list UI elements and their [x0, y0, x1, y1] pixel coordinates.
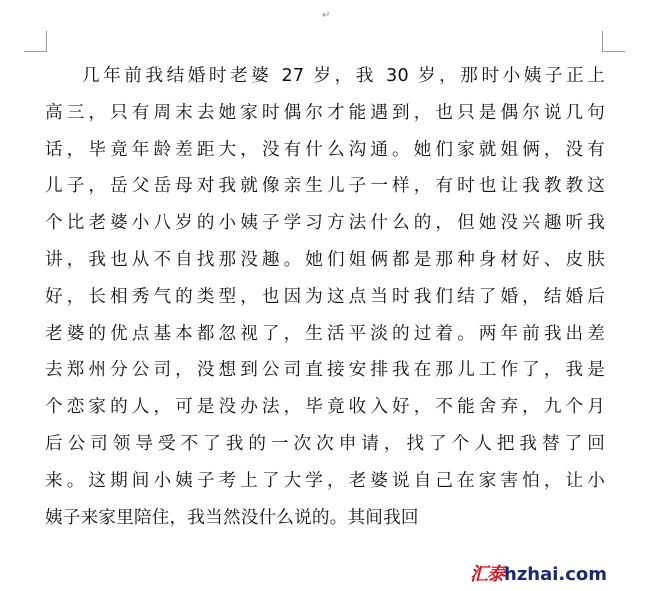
watermark-logo: 汇泰: [470, 564, 504, 585]
site-watermark: [468, 562, 609, 588]
text-line: 个恋家的人，可是没办法，毕竟收入好，不能舍弃，九个月: [45, 397, 605, 418]
margin-corner-top-left: [24, 31, 47, 52]
text-line: 老婆的优点基本都忽视了，生活平淡的过着。两年前我出差: [45, 323, 605, 344]
text-line: 好，长相秀气的类型，也因为这点当时我们结了婚，结婚后: [45, 286, 605, 307]
text-line: 几年前我结婚时老婆 27 岁，我 30 岁，那时小姨子正上: [82, 66, 605, 86]
text-line: 来。这期间小姨子考上了大学，老婆说自己在家害怕，让小: [45, 470, 605, 491]
paragraph-mark-icon: ↵: [322, 10, 331, 21]
text-line: 儿子，岳父岳母对我就像亲生儿子一样，有时也让我教教这: [45, 176, 605, 197]
text-line: 高三，只有周末去她家时偶尔才能遇到，也只是偶尔说几句: [45, 102, 605, 123]
text-line: 个比老婆小八岁的小姨子学习方法什么的，但她没兴趣听我: [45, 213, 605, 234]
margin-corner-top-right: [602, 31, 625, 52]
text-line: 后公司领导受不了我的一次次申请，找了个人把我替了回: [45, 433, 605, 454]
body-paragraph[interactable]: [45, 58, 605, 536]
watermark-site: hzhai.com: [504, 564, 608, 585]
text-line: 去郑州分公司，没想到公司直接安排我在那儿工作了，我是: [45, 360, 605, 381]
text-line: 姨子来家里陪住，我当然没什么说的。其间我回: [45, 507, 419, 528]
text-line: 讲，我也从不自找那没趣。她们姐俩都是那种身材好、皮肤: [45, 249, 605, 270]
text-line: 话，毕竟年龄差距大，没有什么沟通。她们家就姐俩，没有: [45, 139, 605, 160]
